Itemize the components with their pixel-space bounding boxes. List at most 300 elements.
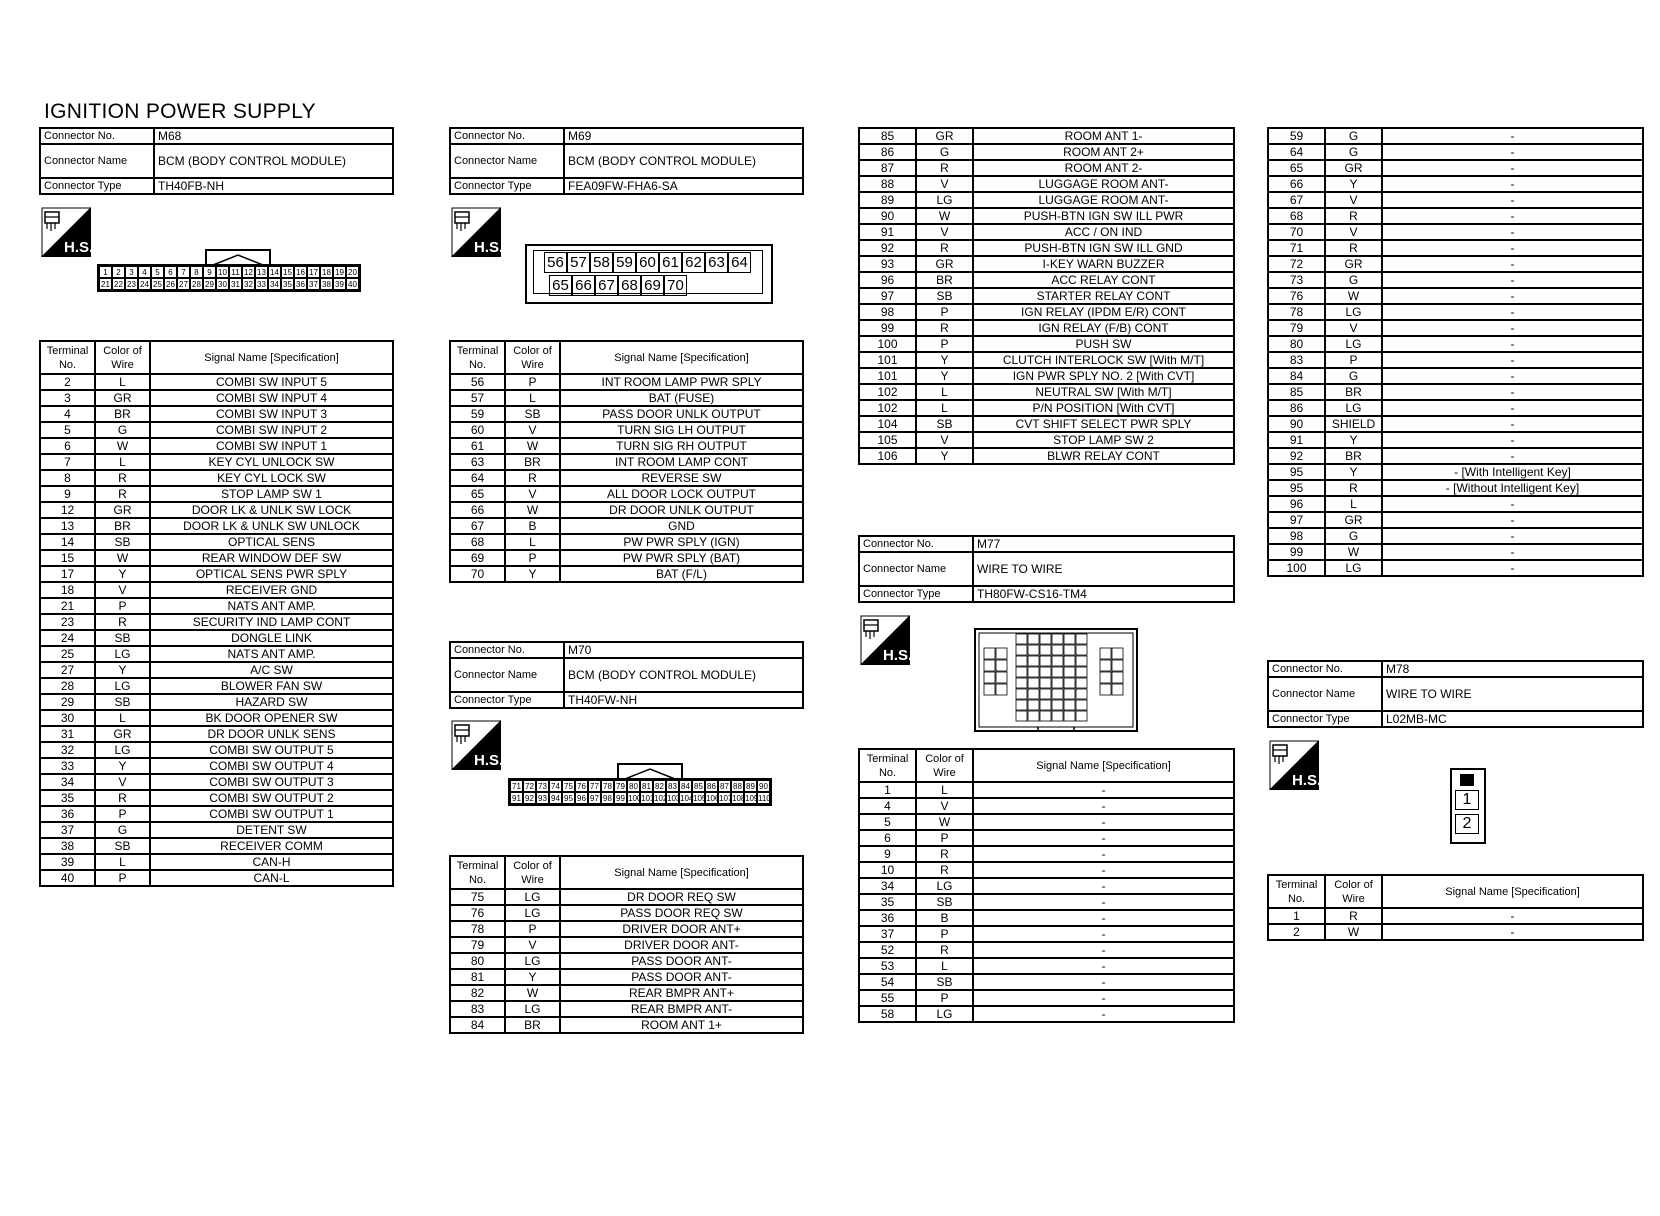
wire-color-cell: R bbox=[916, 942, 973, 958]
svg-text:H.S.: H.S. bbox=[64, 239, 91, 256]
wire-color-cell: L bbox=[505, 534, 560, 550]
terminal-cell: 32 bbox=[40, 742, 95, 758]
connector-pin: 109 bbox=[745, 794, 759, 803]
connector-cavity bbox=[996, 684, 1007, 695]
header-signal-name: Signal Name [Specification] bbox=[560, 341, 803, 374]
signal-name-cell: GND bbox=[560, 518, 803, 534]
connector-cavity bbox=[1076, 634, 1087, 644]
connector-name-m70: BCM (BODY CONTROL MODULE) bbox=[564, 658, 803, 692]
signal-name-cell: PUSH SW bbox=[973, 336, 1234, 352]
connector-pin: 1 bbox=[1455, 790, 1479, 810]
header-terminal-no: Terminal No. bbox=[450, 856, 505, 889]
connector-pin: 97 bbox=[588, 792, 601, 804]
connector-name-m77: WIRE TO WIRE bbox=[973, 552, 1234, 586]
wire-color-cell: SHIELD bbox=[1325, 416, 1382, 432]
signal-name-cell: - bbox=[973, 814, 1234, 830]
signal-name-cell: - bbox=[1382, 192, 1643, 208]
signal-name-cell: REAR WINDOW DEF SW bbox=[150, 550, 393, 566]
connector-pin: 83 bbox=[666, 780, 679, 792]
wire-color-cell: GR bbox=[916, 128, 973, 144]
signal-name-cell: - bbox=[973, 1006, 1234, 1022]
connector-pin: 32 bbox=[242, 278, 255, 290]
connector-pin: 79 bbox=[614, 780, 627, 792]
table-row bbox=[1268, 560, 1643, 576]
terminal-cell: 84 bbox=[450, 1017, 505, 1033]
wire-color-cell: R bbox=[95, 614, 150, 630]
connector-cavity bbox=[996, 660, 1007, 671]
terminal-cell: 81 bbox=[450, 969, 505, 985]
signal-name-cell: - bbox=[1382, 560, 1643, 576]
terminal-cell: 78 bbox=[1268, 304, 1325, 320]
terminal-cell: 95 bbox=[1268, 464, 1325, 480]
wire-color-cell: GR bbox=[95, 726, 150, 742]
signal-name-cell: COMBI SW OUTPUT 1 bbox=[150, 806, 393, 822]
terminal-cell: 86 bbox=[859, 144, 916, 160]
terminal-cell: 101 bbox=[859, 352, 916, 368]
pin-table-m78 bbox=[1267, 874, 1644, 941]
signal-name-cell: ROOM ANT 1+ bbox=[560, 1017, 803, 1033]
harness-side-icon bbox=[1269, 740, 1319, 790]
table-row bbox=[859, 878, 1234, 894]
wire-color-cell: L bbox=[916, 782, 973, 798]
table-row bbox=[450, 406, 803, 422]
connector-pin: 13 bbox=[255, 266, 268, 278]
wire-color-cell: GR bbox=[1325, 512, 1382, 528]
terminal-cell: 30 bbox=[40, 710, 95, 726]
terminal-cell: 106 bbox=[859, 448, 916, 464]
connector-cavity bbox=[1028, 634, 1039, 644]
table-row bbox=[1268, 528, 1643, 544]
signal-name-cell: - bbox=[1382, 208, 1643, 224]
wire-color-cell: GR bbox=[916, 256, 973, 272]
terminal-cell: 55 bbox=[859, 990, 916, 1006]
connector-pin: 2 bbox=[112, 266, 125, 278]
connector-pin: 87 bbox=[718, 780, 731, 792]
terminal-cell: 86 bbox=[1268, 400, 1325, 416]
connector-pin: 67 bbox=[595, 275, 618, 296]
wire-color-cell: BR bbox=[1325, 384, 1382, 400]
wire-color-cell: W bbox=[95, 438, 150, 454]
connector-cavity bbox=[1028, 700, 1039, 710]
connector-pin: 19 bbox=[333, 266, 346, 278]
signal-name-cell: - bbox=[1382, 368, 1643, 384]
terminal-cell: 24 bbox=[40, 630, 95, 646]
table-row bbox=[1268, 272, 1643, 288]
wire-color-cell: Y bbox=[916, 368, 973, 384]
connector-cavity bbox=[1064, 634, 1075, 644]
terminal-cell: 27 bbox=[40, 662, 95, 678]
wire-color-cell: P bbox=[95, 806, 150, 822]
terminal-cell: 88 bbox=[859, 176, 916, 192]
table-row bbox=[859, 224, 1234, 240]
signal-name-cell: IGN RELAY (F/B) CONT bbox=[973, 320, 1234, 336]
table-row bbox=[40, 614, 393, 630]
wire-color-cell: L bbox=[916, 958, 973, 974]
terminal-cell: 6 bbox=[859, 830, 916, 846]
table-row bbox=[40, 630, 393, 646]
terminal-cell: 65 bbox=[450, 486, 505, 502]
terminal-cell: 5 bbox=[859, 814, 916, 830]
signal-name-cell: REAR BMPR ANT+ bbox=[560, 985, 803, 1001]
connector-cavity bbox=[1100, 648, 1111, 659]
table-row bbox=[859, 368, 1234, 384]
wire-color-cell: V bbox=[95, 774, 150, 790]
signal-name-cell: DRIVER DOOR ANT+ bbox=[560, 921, 803, 937]
header-terminal-no: Terminal No. bbox=[859, 749, 916, 782]
signal-name-cell: ROOM ANT 1- bbox=[973, 128, 1234, 144]
label-connector-no: Connector No. bbox=[859, 536, 973, 552]
terminal-cell: 76 bbox=[450, 905, 505, 921]
signal-name-cell: - bbox=[973, 958, 1234, 974]
terminal-cell: 52 bbox=[859, 942, 916, 958]
signal-name-cell: - bbox=[1382, 512, 1643, 528]
table-row bbox=[40, 854, 393, 870]
table-row bbox=[1268, 496, 1643, 512]
label-connector-name: Connector Name bbox=[40, 144, 154, 178]
signal-name-cell: TURN SIG LH OUTPUT bbox=[560, 422, 803, 438]
label-connector-no: Connector No. bbox=[1268, 661, 1382, 677]
terminal-cell: 34 bbox=[859, 878, 916, 894]
wire-color-cell: R bbox=[1325, 908, 1382, 924]
table-header bbox=[1268, 875, 1643, 908]
connector-pin: 14 bbox=[268, 266, 281, 278]
connector-pin: 18 bbox=[320, 266, 333, 278]
connector-pin: 4 bbox=[138, 266, 151, 278]
connector-cavity bbox=[1016, 678, 1027, 688]
connector-pin: 76 bbox=[575, 780, 588, 792]
signal-name-cell: - bbox=[1382, 256, 1643, 272]
signal-name-cell: DONGLE LINK bbox=[150, 630, 393, 646]
label-connector-name: Connector Name bbox=[450, 144, 564, 178]
wire-color-cell: LG bbox=[916, 192, 973, 208]
wire-color-cell: BR bbox=[1325, 448, 1382, 464]
connector-cavity bbox=[1112, 660, 1123, 671]
connector-info-m70 bbox=[449, 641, 804, 709]
terminal-cell: 15 bbox=[40, 550, 95, 566]
terminal-cell: 3 bbox=[40, 390, 95, 406]
connector-pin: 81 bbox=[640, 780, 653, 792]
terminal-cell: 76 bbox=[1268, 288, 1325, 304]
terminal-cell: 102 bbox=[859, 400, 916, 416]
signal-name-cell: PW PWR SPLY (IGN) bbox=[560, 534, 803, 550]
connector-cavity bbox=[1028, 645, 1039, 655]
signal-name-cell: REVERSE SW bbox=[560, 470, 803, 486]
terminal-cell: 59 bbox=[1268, 128, 1325, 144]
terminal-cell: 56 bbox=[450, 374, 505, 390]
table-row bbox=[40, 790, 393, 806]
wire-color-cell: G bbox=[1325, 144, 1382, 160]
connector-cavity bbox=[1076, 645, 1087, 655]
terminal-cell: 70 bbox=[1268, 224, 1325, 240]
signal-name-cell: CAN-L bbox=[150, 870, 393, 886]
connector-pin: 38 bbox=[320, 278, 333, 290]
connector-cavity bbox=[1040, 634, 1051, 644]
wire-color-cell: LG bbox=[505, 905, 560, 921]
wire-color-cell: P bbox=[95, 870, 150, 886]
table-row bbox=[1268, 288, 1643, 304]
wire-color-cell: R bbox=[916, 320, 973, 336]
terminal-cell: 83 bbox=[450, 1001, 505, 1017]
wire-color-cell: Y bbox=[505, 566, 560, 582]
table-row bbox=[859, 926, 1234, 942]
table-row bbox=[859, 128, 1234, 144]
signal-name-cell: BK DOOR OPENER SW bbox=[150, 710, 393, 726]
wire-color-cell: LG bbox=[505, 1001, 560, 1017]
connector-pin: 22 bbox=[112, 278, 125, 290]
connector-cavity bbox=[1112, 648, 1123, 659]
wire-color-cell: SB bbox=[95, 838, 150, 854]
connector-pin: 101 bbox=[641, 794, 655, 803]
table-row bbox=[1268, 480, 1643, 496]
terminal-cell: 4 bbox=[859, 798, 916, 814]
wire-color-cell: LG bbox=[916, 1006, 973, 1022]
pin-table-m70-continued bbox=[858, 127, 1235, 465]
connector-pin: 63 bbox=[705, 252, 728, 273]
terminal-cell: 21 bbox=[40, 598, 95, 614]
wire-color-cell: P bbox=[916, 926, 973, 942]
connector-diagram-m70 bbox=[508, 778, 772, 806]
table-header bbox=[40, 341, 393, 374]
signal-name-cell: BLOWER FAN SW bbox=[150, 678, 393, 694]
connector-cavity bbox=[1064, 700, 1075, 710]
signal-name-cell: RECEIVER COMM bbox=[150, 838, 393, 854]
wire-color-cell: Y bbox=[95, 758, 150, 774]
connector-cavity bbox=[1040, 711, 1051, 721]
table-row bbox=[450, 470, 803, 486]
connector-pin: 1 bbox=[99, 266, 112, 278]
terminal-cell: 85 bbox=[859, 128, 916, 144]
terminal-cell: 104 bbox=[859, 416, 916, 432]
signal-name-cell: COMBI SW INPUT 4 bbox=[150, 390, 393, 406]
label-connector-type: Connector Type bbox=[450, 178, 564, 194]
wire-color-cell: L bbox=[95, 710, 150, 726]
signal-name-cell: REAR BMPR ANT- bbox=[560, 1001, 803, 1017]
signal-name-cell: - bbox=[1382, 304, 1643, 320]
connector-pin: 73 bbox=[536, 780, 549, 792]
header-signal-name: Signal Name [Specification] bbox=[1382, 875, 1643, 908]
wire-color-cell: R bbox=[916, 862, 973, 878]
connector-pin: 94 bbox=[549, 792, 562, 804]
terminal-cell: 5 bbox=[40, 422, 95, 438]
table-row bbox=[859, 192, 1234, 208]
signal-name-cell: ROOM ANT 2+ bbox=[973, 144, 1234, 160]
signal-name-cell: - bbox=[973, 926, 1234, 942]
terminal-cell: 93 bbox=[859, 256, 916, 272]
terminal-cell: 17 bbox=[40, 566, 95, 582]
connector-cavity bbox=[1028, 678, 1039, 688]
signal-name-cell: - bbox=[1382, 448, 1643, 464]
connector-pin: 29 bbox=[203, 278, 216, 290]
connector-pin: 11 bbox=[229, 266, 242, 278]
wire-color-cell: Y bbox=[1325, 432, 1382, 448]
wire-color-cell: R bbox=[505, 470, 560, 486]
label-connector-name: Connector Name bbox=[450, 658, 564, 692]
connector-pin: 26 bbox=[164, 278, 177, 290]
label-connector-type: Connector Type bbox=[1268, 711, 1382, 727]
signal-name-cell: - bbox=[1382, 384, 1643, 400]
connector-cavity bbox=[1052, 711, 1063, 721]
table-row bbox=[450, 985, 803, 1001]
connector-no-m78: M78 bbox=[1382, 661, 1643, 677]
wire-color-cell: V bbox=[95, 582, 150, 598]
wire-color-cell: LG bbox=[1325, 560, 1382, 576]
connector-pin: 74 bbox=[549, 780, 562, 792]
signal-name-cell: INT ROOM LAMP PWR SPLY bbox=[560, 374, 803, 390]
wire-color-cell: SB bbox=[95, 630, 150, 646]
label-connector-no: Connector No. bbox=[450, 642, 564, 658]
connector-pin: 108 bbox=[732, 794, 746, 803]
harness-side-icon bbox=[41, 207, 91, 257]
terminal-cell: 87 bbox=[859, 160, 916, 176]
table-row bbox=[1268, 400, 1643, 416]
table-row bbox=[859, 990, 1234, 1006]
signal-name-cell: STARTER RELAY CONT bbox=[973, 288, 1234, 304]
signal-name-cell: - bbox=[1382, 352, 1643, 368]
terminal-cell: 8 bbox=[40, 470, 95, 486]
terminal-cell: 61 bbox=[450, 438, 505, 454]
wire-color-cell: LG bbox=[916, 878, 973, 894]
signal-name-cell: SECURITY IND LAMP CONT bbox=[150, 614, 393, 630]
connector-pin: 31 bbox=[229, 278, 242, 290]
wire-color-cell: R bbox=[95, 790, 150, 806]
table-row bbox=[859, 400, 1234, 416]
svg-text:H.S.: H.S. bbox=[474, 239, 501, 256]
wire-color-cell: LG bbox=[95, 646, 150, 662]
connector-pin: 9 bbox=[203, 266, 216, 278]
terminal-cell: 96 bbox=[1268, 496, 1325, 512]
table-row bbox=[859, 942, 1234, 958]
table-row bbox=[40, 710, 393, 726]
signal-name-cell: OPTICAL SENS bbox=[150, 534, 393, 550]
page-title: IGNITION POWER SUPPLY bbox=[44, 100, 316, 123]
header-color-of-wire: Color of Wire bbox=[505, 856, 560, 889]
signal-name-cell: TURN SIG RH OUTPUT bbox=[560, 438, 803, 454]
connector-diagram-m78 bbox=[1450, 768, 1486, 844]
table-row bbox=[40, 598, 393, 614]
connector-cavity bbox=[1064, 667, 1075, 677]
label-connector-type: Connector Type bbox=[859, 586, 973, 602]
terminal-cell: 99 bbox=[1268, 544, 1325, 560]
connector-cavity bbox=[996, 648, 1007, 659]
connector-cavity bbox=[1112, 672, 1123, 683]
connector-cavity bbox=[1052, 678, 1063, 688]
connector-pin: 34 bbox=[268, 278, 281, 290]
table-row bbox=[450, 390, 803, 406]
terminal-cell: 25 bbox=[40, 646, 95, 662]
connector-pin: 39 bbox=[333, 278, 346, 290]
table-row bbox=[450, 438, 803, 454]
wire-color-cell: R bbox=[1325, 208, 1382, 224]
table-row bbox=[859, 846, 1234, 862]
signal-name-cell: - bbox=[1382, 272, 1643, 288]
connector-name-m69: BCM (BODY CONTROL MODULE) bbox=[564, 144, 803, 178]
connector-pin: 2 bbox=[1455, 814, 1479, 834]
table-row bbox=[859, 416, 1234, 432]
table-row bbox=[40, 806, 393, 822]
connector-pin: 61 bbox=[659, 252, 682, 273]
table-row bbox=[859, 208, 1234, 224]
svg-text:H.S.: H.S. bbox=[883, 647, 910, 664]
table-row bbox=[40, 534, 393, 550]
connector-cavity bbox=[984, 660, 995, 671]
table-row bbox=[859, 240, 1234, 256]
connector-cavity bbox=[1016, 656, 1027, 666]
table-row bbox=[859, 288, 1234, 304]
wire-color-cell: LG bbox=[505, 889, 560, 905]
header-terminal-no: Terminal No. bbox=[40, 341, 95, 374]
terminal-cell: 63 bbox=[450, 454, 505, 470]
wire-color-cell: GR bbox=[1325, 160, 1382, 176]
signal-name-cell: LUGGAGE ROOM ANT- bbox=[973, 176, 1234, 192]
wire-color-cell: V bbox=[916, 224, 973, 240]
label-connector-type: Connector Type bbox=[40, 178, 154, 194]
connector-pin: 7 bbox=[177, 266, 190, 278]
signal-name-cell: - bbox=[1382, 432, 1643, 448]
signal-name-cell: - bbox=[1382, 336, 1643, 352]
connector-info-m77 bbox=[858, 535, 1235, 603]
table-row bbox=[1268, 416, 1643, 432]
wire-color-cell: W bbox=[505, 502, 560, 518]
wire-color-cell: P bbox=[505, 921, 560, 937]
wire-color-cell: LG bbox=[1325, 336, 1382, 352]
terminal-cell: 28 bbox=[40, 678, 95, 694]
signal-name-cell: DR DOOR UNLK OUTPUT bbox=[560, 502, 803, 518]
terminal-cell: 64 bbox=[450, 470, 505, 486]
table-row bbox=[859, 256, 1234, 272]
table-row bbox=[859, 320, 1234, 336]
signal-name-cell: COMBI SW INPUT 1 bbox=[150, 438, 393, 454]
terminal-cell: 80 bbox=[450, 953, 505, 969]
terminal-cell: 35 bbox=[859, 894, 916, 910]
wire-color-cell: P bbox=[95, 598, 150, 614]
terminal-cell: 100 bbox=[1268, 560, 1325, 576]
connector-cavity bbox=[1064, 645, 1075, 655]
signal-name-cell: - bbox=[973, 974, 1234, 990]
signal-name-cell: - bbox=[1382, 128, 1643, 144]
signal-name-cell: RECEIVER GND bbox=[150, 582, 393, 598]
connector-pin: 88 bbox=[731, 780, 744, 792]
header-color-of-wire: Color of Wire bbox=[95, 341, 150, 374]
connector-cavity bbox=[1052, 645, 1063, 655]
connector-type-m70: TH40FW-NH bbox=[564, 692, 803, 708]
table-row bbox=[1268, 336, 1643, 352]
table-row bbox=[1268, 176, 1643, 192]
connector-cavity bbox=[984, 684, 995, 695]
wire-color-cell: V bbox=[1325, 320, 1382, 336]
wire-color-cell: G bbox=[95, 822, 150, 838]
table-row bbox=[859, 336, 1234, 352]
table-row bbox=[1268, 544, 1643, 560]
table-row bbox=[450, 502, 803, 518]
table-row bbox=[40, 742, 393, 758]
signal-name-cell: - bbox=[1382, 224, 1643, 240]
wire-color-cell: P bbox=[505, 550, 560, 566]
terminal-cell: 80 bbox=[1268, 336, 1325, 352]
signal-name-cell: STOP LAMP SW 2 bbox=[973, 432, 1234, 448]
svg-text:H.S.: H.S. bbox=[474, 752, 501, 769]
terminal-cell: 57 bbox=[450, 390, 505, 406]
pin-table-m70 bbox=[449, 855, 804, 1034]
table-row bbox=[450, 422, 803, 438]
table-row bbox=[859, 304, 1234, 320]
connector-pin: 90 bbox=[757, 780, 770, 792]
table-row bbox=[450, 1001, 803, 1017]
signal-name-cell: COMBI SW OUTPUT 3 bbox=[150, 774, 393, 790]
signal-name-cell: PASS DOOR ANT- bbox=[560, 953, 803, 969]
label-connector-no: Connector No. bbox=[40, 128, 154, 144]
connector-pin: 110 bbox=[758, 794, 771, 803]
connector-pin: 10 bbox=[216, 266, 229, 278]
